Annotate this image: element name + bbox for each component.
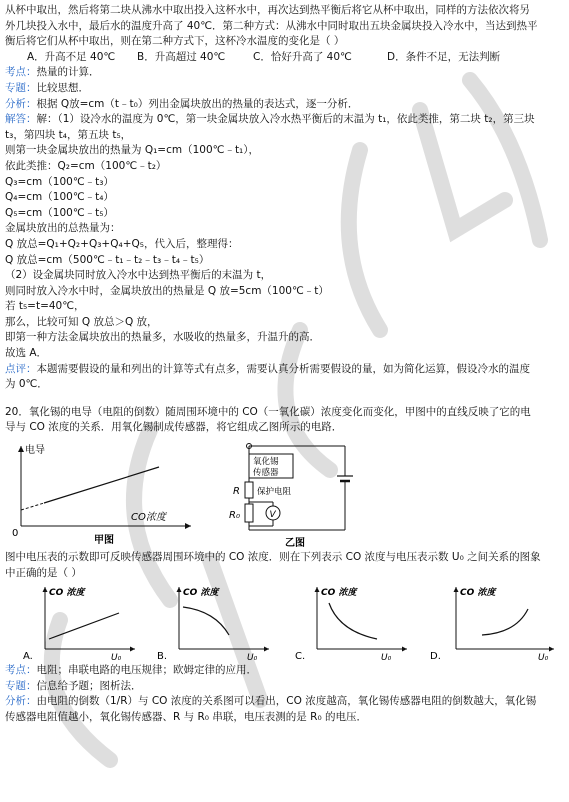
q19-jieda-line-15: 即第一种方法金属块放出的热量多，水吸收的热量多，升温升的高． (5, 331, 320, 344)
q19-option-a: A．升高不足 40℃ (27, 50, 116, 63)
option-d-ylabel: CO 浓度 (460, 588, 496, 599)
q20-fenxi-line-1 (5, 694, 565, 710)
q20-kaodian-label: 考点： (5, 664, 37, 677)
option-d-graph (430, 583, 562, 663)
q19-zhuanti (5, 81, 565, 97)
q19-dianping-line-2: 为 0℃． (5, 378, 48, 391)
r-text: 保护电阻 (257, 487, 292, 498)
option-b-graph (157, 583, 275, 663)
q20-kaodian (5, 663, 565, 679)
dianping-text-1: 本题需要假设的量和列出的计算等式有点多，需要认真分析需要假设的量，如为简化运算，假设冷水的温度 (36, 362, 530, 375)
fenxi-label: 分析： (5, 97, 37, 110)
q20-zhuanti-label: 专题： (5, 679, 37, 692)
zhuanti-label: 专题： (5, 81, 37, 94)
q19-jieda-line-2: t₃，第四块 t₄，第五块 t₅， (5, 128, 132, 141)
jieda-label: 解答： (5, 113, 37, 126)
q20-fenxi-line-2: 传感器电阻值越小，氧化锡传感器、R 与 R₀ 串联，电压表测的是 R₀ 的电压． (5, 711, 367, 723)
option-d-xlabel: U₀ (538, 653, 549, 664)
q20-figures (5, 438, 565, 550)
q19-jieda-line-13: 若 t₅=t=40℃， (5, 300, 85, 313)
q19-option-b: B．升高超过 40℃ (137, 50, 226, 63)
figure-yi-circuit (227, 438, 377, 548)
q19-jieda-line-5: Q₃=cm（100℃﹣t₃） (5, 175, 114, 188)
q20-stem-line-2: 导与 CO 浓度的关系．用氧化锡制成传感器，将它组成乙图所示的电路． (5, 421, 343, 434)
fenxi-text: 根据 Q放=cm（t﹣t₀）列出金属块放出的热量的表达式，逐一分析． (36, 97, 359, 110)
sensor-label-2: 传感器 (253, 468, 279, 479)
option-c-letter: C. (295, 651, 306, 663)
document-page (5, 3, 565, 726)
zhuanti-text: 比较思想． (36, 81, 89, 94)
jia-caption: 甲图 (94, 535, 114, 547)
jia-origin: 0 (12, 528, 19, 540)
r-label: R (233, 486, 240, 498)
q19-jieda-line-4: 依此类推：Q₂=cm（100℃﹣t₂） (5, 159, 167, 172)
q20-fenxi-label: 分析： (5, 695, 37, 708)
q19-stem-line-1: 从杯中取出，然后将第二块从沸水中取出投入这杯水中，再次达到热平衡后将它从杯中取出，同样的方法依次将另 (5, 4, 530, 16)
r0-label: R₀ (229, 510, 240, 522)
q19-jieda-line-6: Q₄=cm（100℃﹣t₄） (5, 191, 114, 204)
option-b-letter: B. (157, 651, 168, 663)
option-a-xlabel: U₀ (111, 653, 122, 664)
option-a-letter: A. (23, 651, 33, 663)
option-c-xlabel: U₀ (381, 653, 392, 664)
figure-jia-graph (9, 440, 199, 546)
q19-jieda-line-8: 金属块放出的总热量为： (5, 222, 121, 235)
q19-jieda-line-3: 则第一块金属块放出的热量为 Q₁=cm（100℃﹣t₁）， (5, 144, 260, 157)
q19-options (5, 50, 565, 66)
q19-jieda-line-12: 则同时放入冷水中时，金属块放出的热量是 Q 放=5cm（100℃﹣t） (5, 284, 329, 297)
q20-stem-line-3: 图中电压表的示数即可反映传感器周围环境中的 CO 浓度．则在下列表示 CO 浓度与电压表示数 U₀ 之间关系的图象 (5, 551, 541, 564)
option-b-xlabel: U₀ (247, 653, 258, 664)
q19-stem-line-3: 衡后将它们从杯中取出，则在第二种方式下，这杯冷水温度的变化是（ ） (5, 35, 345, 48)
q19-jieda-line-1 (5, 112, 565, 128)
q19-option-c: C．恰好升高了 40℃ (253, 50, 352, 63)
q19-jieda-line-16: 故选 A． (5, 347, 48, 360)
option-a-ylabel: CO 浓度 (49, 588, 85, 599)
q19-option-d: D．条件不足，无法判断 (387, 50, 501, 63)
option-b-ylabel: CO 浓度 (183, 588, 219, 599)
q20-option-graphs (5, 581, 565, 663)
kaodian-text: 热量的计算． (36, 66, 100, 79)
q20-fenxi-text-1: 由电阻的倒数（1/R）与 CO 浓度的关系图可以看出，CO 浓度越高，氧化锡传感器电阻的倒数越大，氧化锡 (36, 695, 537, 708)
q19-stem-line-2: 外几块投入水中，最后水的温度升高了 40℃．第二种方式：从沸水中同时取出五块金属块投入冷水中，当达到热平 (5, 19, 538, 32)
q19-jieda-line-9: Q 放总=Q₁+Q₂+Q₃+Q₄+Q₅，代入后，整理得： (5, 237, 239, 250)
q20-stem-line-1: 20．氧化锡的电导（电阻的倒数）随周围环境中的 CO（一氧化碳）浓度变化而变化，甲图中的直线反映了它的电 (5, 405, 531, 418)
jia-ylabel: 电导 (25, 445, 45, 457)
option-c-ylabel: CO 浓度 (321, 588, 357, 599)
sensor-label-1: 氧化锡 (253, 457, 279, 468)
q20-kaodian-text: 电阻；串联电路的电压规律；欧姆定律的应用． (36, 664, 257, 677)
q19-dianping-line-1 (5, 362, 565, 378)
q19-jieda-line-10: Q 放总=cm（500℃﹣t₁﹣t₂﹣t₃﹣t₄﹣t₅） (5, 253, 210, 266)
jieda-text-1: 解：（1）设冷水的温度为 0℃，第一块金属块放入冷水热平衡后的末温为 t₁，依此类推，第二块 t₂，第三块 (36, 113, 535, 126)
jia-xlabel: CO浓度 (131, 512, 166, 524)
q20-stem-line-4: 中正确的是（ ） (5, 566, 82, 579)
q20-zhuanti-text: 信息给予题；图析法． (36, 679, 142, 692)
q19-jieda-line-7: Q₅=cm（100℃﹣t₅） (5, 206, 114, 219)
option-c-graph (295, 583, 413, 663)
kaodian-label: 考点： (5, 66, 37, 79)
yi-caption: 乙图 (285, 538, 305, 549)
voltmeter-label: V (269, 510, 276, 521)
option-d-letter: D. (430, 651, 441, 663)
option-a-graph (23, 583, 141, 663)
q20-zhuanti (5, 679, 565, 695)
q19-fenxi (5, 97, 565, 113)
q19-kaodian (5, 65, 565, 81)
q19-jieda-line-14: 那么，比较可知 Q 放总＞Q 放， (5, 315, 158, 328)
dianping-label: 点评： (5, 362, 37, 375)
q19-jieda-line-11: （2）设金属块同时放入冷水中达到热平衡后的末温为 t， (5, 269, 272, 282)
